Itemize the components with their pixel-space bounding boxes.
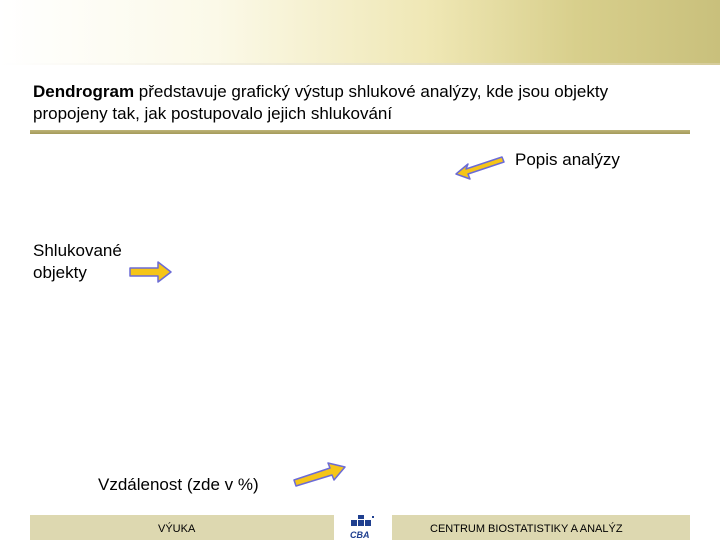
heading-text: představuje grafický výstup shlukové analýzy, kde jsou objekty propojeny tak, jak postupovalo jejich shlukování bbox=[33, 82, 609, 123]
arrow-right-icon bbox=[128, 259, 174, 285]
footer-vyuka: VÝUKA bbox=[158, 523, 196, 535]
slide-heading bbox=[33, 81, 683, 125]
arrow-left-icon bbox=[452, 148, 508, 182]
header-band-edge bbox=[0, 63, 720, 65]
heading-rule bbox=[30, 130, 690, 134]
heading-bold-term: Dendrogram bbox=[33, 82, 135, 101]
header-band bbox=[0, 0, 720, 64]
label-shlukovane-line2: objekty bbox=[33, 263, 87, 282]
label-vzdalenost: Vzdálenost (zde v %) bbox=[98, 475, 259, 494]
footer-centrum: CENTRUM BIOSTATISTIKY A ANALÝZ bbox=[430, 523, 623, 535]
label-popis-analyzy: Popis analýzy bbox=[515, 150, 620, 169]
cba-logo bbox=[347, 514, 377, 540]
cba-logo-text: CBA bbox=[350, 530, 370, 540]
label-shlukovane-line1: Shlukované bbox=[33, 241, 122, 260]
arrow-up-right-icon bbox=[290, 458, 350, 490]
